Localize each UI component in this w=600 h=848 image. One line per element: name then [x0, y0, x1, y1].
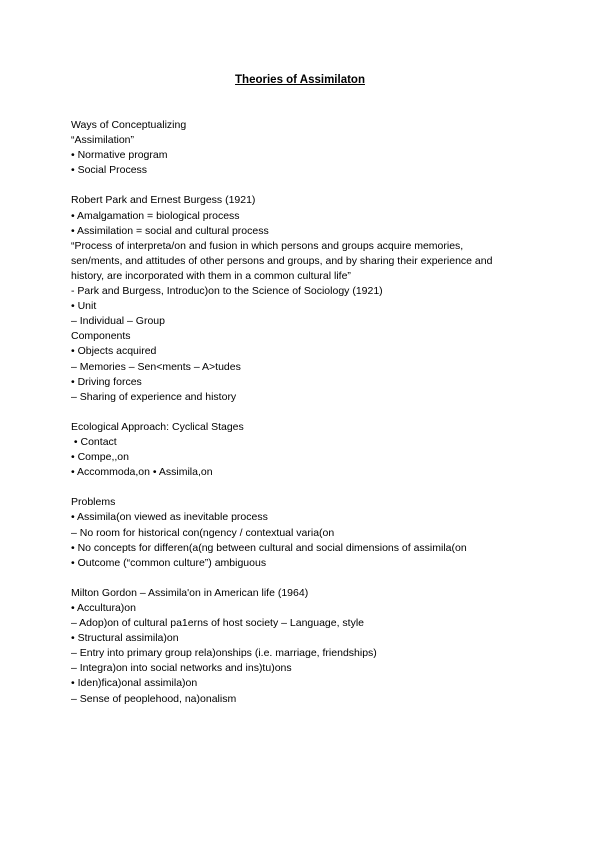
section-milton-gordon	[71, 586, 541, 707]
sub-item: – Sense of peoplehood, na)onalism	[71, 692, 237, 705]
bullet-item: • Contact	[71, 435, 117, 448]
section-heading: Ways of Conceptualizing	[71, 119, 187, 131]
paragraph-gap	[71, 571, 541, 586]
bullet-item: • No concepts for differen(a(ng between cultural and social dimensions of assimila(on	[71, 541, 467, 554]
paragraph-gap	[71, 480, 541, 495]
bullet-item: • Assimilation = social and cultural process	[71, 224, 269, 237]
bullet-item: • Driving forces	[71, 375, 142, 388]
section-ways-of-conceptualizing	[71, 118, 541, 178]
quote-line: history, are incorporated with them in a common cultural life”	[71, 269, 351, 282]
document-body	[71, 118, 541, 707]
bullet-item: • Assimila(on viewed as inevitable process	[71, 511, 268, 524]
section-park-and-burgess	[71, 193, 541, 404]
text-line: “Assimilation”	[71, 134, 135, 147]
sub-item: – Individual – Group	[71, 315, 165, 328]
sub-item: – Integra)on into social networks and ins)tu)ons	[71, 662, 292, 675]
sub-item: – No room for historical con(ngency / contextual varia(on	[71, 526, 335, 539]
bullet-item: • Compe,,on	[71, 451, 129, 464]
bullet-item: • Amalgamation = biological process	[71, 209, 240, 222]
quote-line: sen/ments, and attitudes of other persons and groups, and by sharing their experience and	[71, 254, 493, 267]
bullet-item: • Social Process	[71, 164, 148, 177]
bullet-item: • Normative program	[71, 149, 168, 162]
section-heading: Ecological Approach: Cyclical Stages	[71, 420, 244, 433]
sub-item: – Entry into primary group rela)onships (i.e. marriage, friendships)	[71, 647, 377, 660]
sub-item: – Adop)on of cultural pa1erns of host society – Language, style	[71, 617, 365, 630]
section-heading: Milton Gordon – Assimila'on in American life (1964)	[71, 586, 309, 599]
section-problems	[71, 495, 541, 570]
sub-item: – Sharing of experience and history	[71, 390, 237, 403]
section-heading: Robert Park and Ernest Burgess (1921)	[71, 194, 256, 207]
bullet-item: • Iden)fica)onal assimila)on	[71, 677, 198, 690]
page-title: Theories of Assimilaton	[235, 74, 365, 86]
bullet-item: • Accommoda,on • Assimila,on	[71, 466, 213, 479]
section-heading: Problems	[71, 496, 116, 509]
sub-item: – Memories – Sen<ments – A>tudes	[71, 360, 241, 373]
paragraph-gap	[71, 405, 541, 420]
paragraph-gap	[71, 178, 541, 193]
citation-line: - Park and Burgess, Introduc)on to the Science of Sociology (1921)	[71, 285, 383, 298]
section-ecological-approach	[71, 420, 541, 480]
text-line: Components	[71, 330, 131, 343]
bullet-item: • Unit	[71, 300, 97, 313]
bullet-item: • Outcome (“common culture”) ambiguous	[71, 556, 267, 569]
quote-line: “Process of interpreta/on and fusion in which persons and groups acquire memories,	[71, 239, 464, 252]
bullet-item: • Accultura)on	[71, 602, 136, 614]
bullet-item: • Objects acquired	[71, 345, 157, 358]
bullet-item: • Structural assimila)on	[71, 632, 179, 645]
